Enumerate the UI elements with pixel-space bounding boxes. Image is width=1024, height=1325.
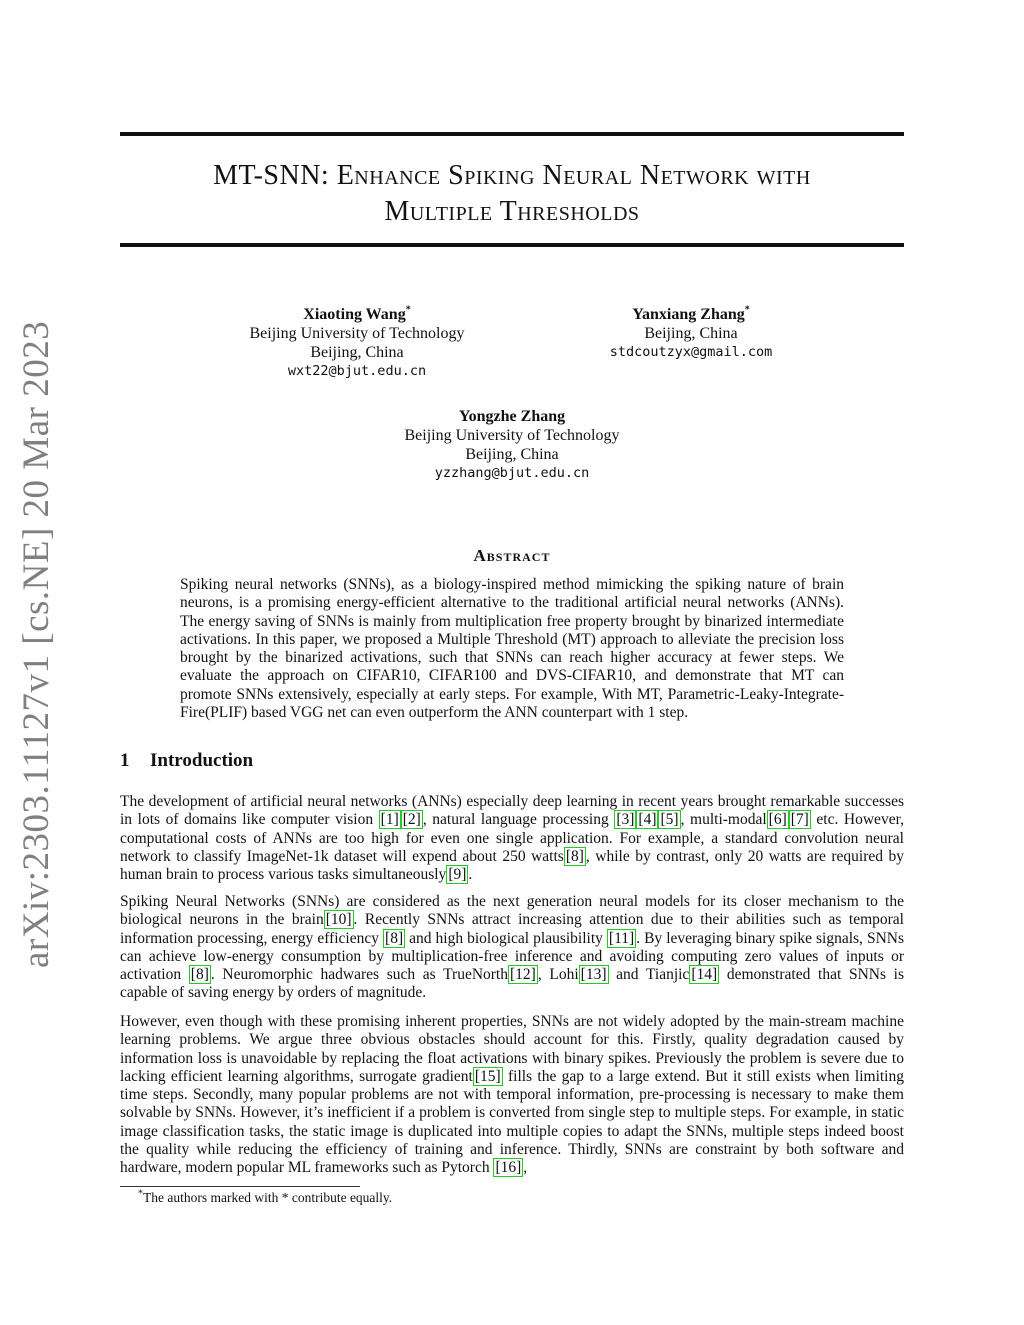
paragraph-text: and Tianjic	[608, 966, 690, 984]
author-name: Yanxiang Zhang*	[632, 304, 750, 323]
citation-link[interactable]: [3]	[616, 811, 635, 829]
citation-link[interactable]: [14]	[691, 966, 718, 984]
citation-link[interactable]: [10]	[325, 911, 352, 929]
author-affiliation: Beijing University of Technology	[404, 427, 620, 444]
paragraph-text: .	[468, 866, 473, 884]
section-number: 1	[120, 750, 130, 771]
abstract-text: Spiking neural networks (SNNs), as a biology-inspired method mimicking the spiking nature of brain neurons, is a promising energy-efficient alternative to the traditional artificial neural networks (ANNs). The energy saving of SNNs is mainly from multiplication free property brought by binarized intermediate activations. In this paper, we proposed a Multiple Threshold (MT) approach to alleviate the precision loss brought by the binarized activations, such that SNNs can reach higher accuracy at fewer steps. We evaluate the approach on CIFAR10, CIFAR100 and DVS-CIFAR10, and demonstrate that MT can promote SNNs extensively, especially at early steps. For example, With MT, Parametric-Leaky-Integrate-Fire(PLIF) based VGG net can even outperform the ANN counterpart with 1 step.	[180, 576, 844, 722]
author-affiliation: Beijing University of Technology	[249, 325, 465, 342]
citation-link[interactable]: [13]	[580, 966, 607, 984]
paper-title	[120, 158, 904, 230]
title-line-1: MT-SNN: Enhance Spiking Neural Network with	[213, 160, 811, 191]
author-affiliation: Beijing, China	[644, 325, 738, 342]
paragraph-text: , while by contrast, only 20 watts are required by human brain to process various tasks simultaneously	[120, 847, 905, 884]
paragraph-3	[120, 1013, 904, 1178]
paragraph-text: Spiking Neural Networks (SNNs) are considered as the next generation neural models for its closer mechanism to the biological neurons in the brain	[120, 893, 904, 929]
paragraph-text: . Recently SNNs attract increasing attention due to their abilities such as temporal information processing, energy efficiency	[120, 911, 904, 947]
paragraph-2	[120, 893, 904, 1003]
citation-link[interactable]: [6]	[768, 811, 787, 829]
citation-link[interactable]: [15]	[474, 1067, 501, 1085]
citation-link[interactable]: [8]	[190, 966, 209, 984]
title-top-rule	[120, 132, 904, 136]
citation-link[interactable]: [1]	[380, 811, 399, 829]
citation-link[interactable]: [5]	[660, 811, 679, 829]
paragraph-text: The development of artificial neural networks (ANNs) especially deep learning in recent years brought remarkable successes in lots of domains like computer vision	[120, 793, 904, 829]
arxiv-identifier: arXiv:2303.11127v1 [cs.NE] 20 Mar 2023	[16, 320, 57, 968]
author-block-3	[387, 407, 637, 483]
citation-link[interactable]: [8]	[385, 929, 404, 947]
author-email[interactable]: wxt22@bjut.edu.cn	[287, 363, 427, 379]
paragraph-text: . Neuromorphic hadwares such as TrueNorth	[210, 966, 508, 984]
paragraph-1	[120, 793, 904, 884]
author-email[interactable]: yzzhang@bjut.edu.cn	[434, 465, 590, 481]
paragraph-text: , multi-modal	[680, 811, 767, 829]
section-heading	[120, 750, 253, 772]
paragraph-text: demonstrated that SNNs is capable of saving energy by orders of magnitude.	[120, 966, 905, 1002]
paragraph-text: , Lohi	[537, 966, 579, 984]
footnote: *The authors marked with * contribute equally.	[138, 1188, 393, 1205]
citation-link[interactable]: [2]	[402, 811, 421, 829]
citation-link[interactable]: [8]	[565, 847, 584, 865]
paragraph-text: ,	[523, 1159, 528, 1177]
citation-link[interactable]: [9]	[448, 866, 467, 884]
author-name: Xiaoting Wang*	[303, 304, 411, 323]
citation-link[interactable]: [4]	[638, 811, 657, 829]
paragraph-text: However, even though with these promising inherent properties, SNNs are not widely adopted by the main-stream machine learning problems. We argue three obvious obstacles should account for this. Firstly, quality degradation caused by information loss is unavoidable by replacing the float activations with binary spikes. Previously the problem is severe due to lacking efficient learning algorithms, surrogate gradient	[120, 1013, 904, 1085]
abstract-heading: Abstract	[473, 546, 551, 565]
author-block-2	[580, 305, 802, 362]
section-title: Introduction	[150, 750, 254, 771]
paragraph-text: etc. However, computational costs of ANNs are too high for even one single application. For example, a standard convolution neural network to classify ImageNet-1k dataset will expend about 250 watts	[120, 811, 904, 865]
title-line-2: Multiple Thresholds	[384, 196, 640, 227]
author-location: Beijing, China	[465, 446, 559, 463]
paragraph-text: and high biological plausibility	[405, 929, 607, 947]
citation-link[interactable]: [7]	[790, 811, 809, 829]
citation-link[interactable]: [11]	[608, 929, 635, 947]
title-bottom-rule	[120, 243, 904, 247]
footnote-rule	[120, 1186, 360, 1187]
author-name: Yongzhe Zhang	[458, 408, 566, 425]
author-block-1	[232, 305, 482, 381]
citation-link[interactable]: [16]	[495, 1159, 522, 1177]
author-email[interactable]: stdcoutzyx@gmail.com	[609, 344, 773, 360]
author-location: Beijing, China	[310, 344, 404, 361]
paragraph-text: fills the gap to a large extend. But it still exists when limiting time steps. Secondly, many popular problems are not with temporal information, pre-processing is necessary to make them solvable by SNNs. However, it’s inefficient if a problem is converted from single step to multiple steps. For example, in static image classification tasks, the static image is duplicated into multiple copies to adapt the SNNs, multiple steps indeed boost the quality while reducing the efficiency of training and inference. Thirdly, SNNs are constraint by both software and hardware, modern popular ML frameworks such as Pytorch	[120, 1067, 904, 1177]
paragraph-text: , natural language processing	[422, 811, 615, 829]
citation-link[interactable]: [12]	[510, 966, 536, 984]
paragraph-text: . By leveraging binary spike signals, SNNs can achieve low-energy consumption by multiplication-free inference and avoiding computing zero values of inputs or activation	[120, 929, 904, 984]
